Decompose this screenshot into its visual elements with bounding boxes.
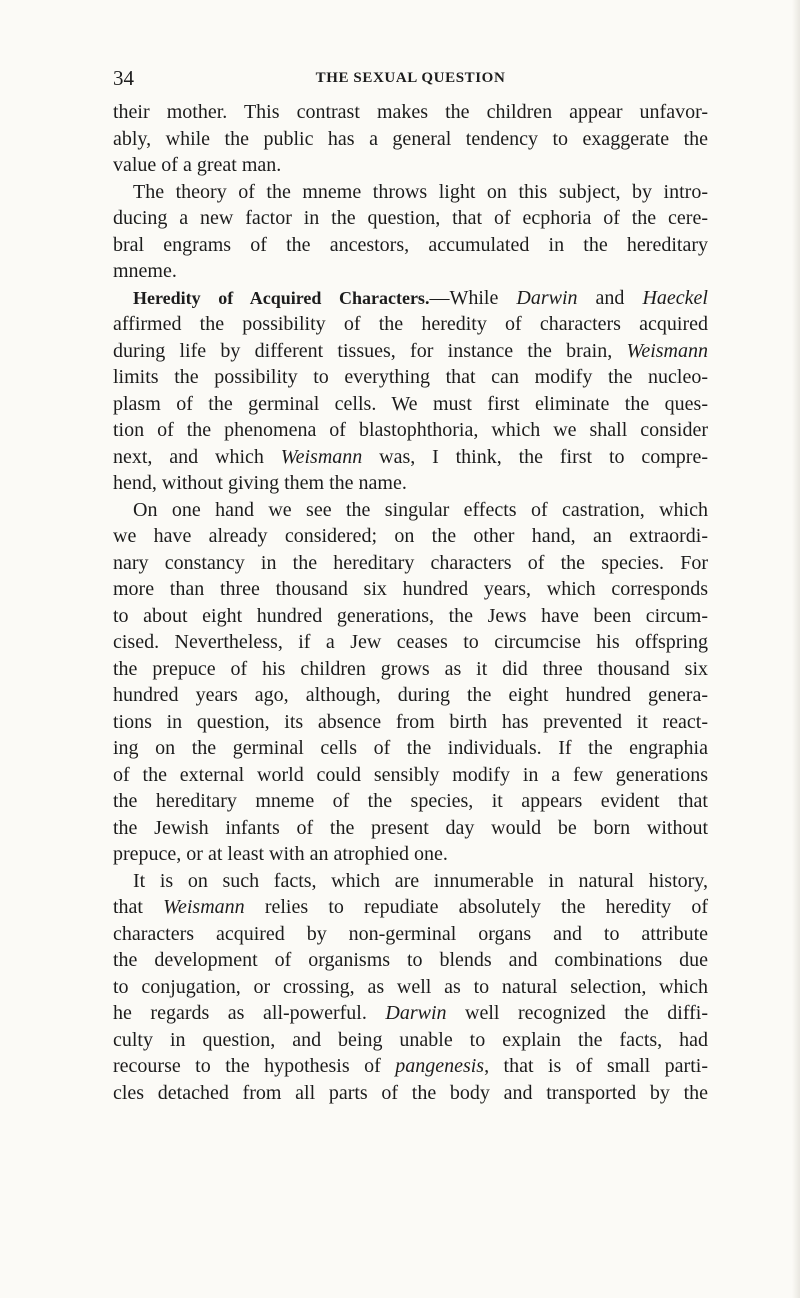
text-line: nary constancy in the hereditary characters of the species. For <box>113 551 708 574</box>
text-line: Heredity of Acquired Characters.—While Darwin and Haeckel <box>133 286 708 309</box>
paragraph <box>113 99 708 179</box>
text-line: ing on the germinal cells of the individuals. If the engraphia <box>113 737 708 759</box>
text-line: more than three thousand six hundred years, which corresponds <box>113 578 708 600</box>
text-line: the hereditary mneme of the species, it appears evident that <box>113 790 708 812</box>
text-line: culty in question, and being unable to explain the facts, had <box>113 1028 708 1051</box>
text-line: the Jewish infants of the present day would be born without <box>113 816 708 839</box>
text-line: to about eight hundred generations, the Jews have been circum- <box>113 604 708 627</box>
text-line: during life by different tissues, for instance the brain, Weismann <box>113 339 708 362</box>
text-line: their mother. This contrast makes the children appear unfavor- <box>113 101 708 123</box>
text-line: tions in question, its absence from birth has prevented it react- <box>113 710 708 733</box>
text-line: to conjugation, or crossing, as well as to natural selection, which <box>113 975 708 998</box>
text-line: cles detached from all parts of the body and transported by the <box>113 1081 708 1104</box>
author-name: Darwin <box>516 286 578 309</box>
term-pangenesis: pangenesis <box>395 1055 485 1077</box>
text-line: bral engrams of the ancestors, accumulated in the hereditary <box>113 233 708 256</box>
text-line: cised. Nevertheless, if a Jew ceases to circumcise his offspring <box>113 631 708 653</box>
author-name: Weismann <box>163 896 245 918</box>
author-name: Weismann <box>280 445 363 468</box>
page-edge-shadow <box>792 0 800 1298</box>
text-line: the development of organisms to blends and combinations due <box>113 949 708 971</box>
running-title: THE SEXUAL QUESTION <box>315 70 506 86</box>
author-name: Haeckel <box>642 286 708 309</box>
running-head <box>113 66 708 90</box>
text-line: recourse to the hypothesis of pangenesis, that is of small parti- <box>113 1055 708 1077</box>
author-name: Weismann <box>626 339 708 362</box>
text-line: The theory of the mneme throws light on this subject, by intro- <box>133 180 708 203</box>
text-line: mneme. <box>113 260 177 282</box>
paragraph <box>113 285 708 497</box>
text-line: It is on such facts, which are innumerable in natural history, <box>133 869 708 892</box>
text-line: value of a great man. <box>113 154 282 176</box>
page-number: 34 <box>113 66 134 90</box>
text-line: ducing a new factor in the question, that of ecphoria of the cere- <box>113 207 708 229</box>
text-line: tion of the phenomena of blastophthoria, which we shall consider <box>113 419 708 441</box>
paragraph <box>113 179 708 285</box>
text-line: ably, while the public has a general tendency to exaggerate the <box>113 127 708 150</box>
text-line: we have already considered; on the other hand, an extraordi- <box>113 525 708 547</box>
section-heading: Heredity of Acquired Characters. <box>133 287 430 308</box>
text-line: On one hand we see the singular effects of castration, which <box>133 498 708 521</box>
text-line: characters acquired by non-germinal organs and to attribute <box>113 922 708 945</box>
text-line: limits the possibility to everything that can modify the nucleo- <box>113 366 708 388</box>
text-line: of the external world could sensibly modify in a few generations <box>113 763 708 786</box>
text-line: affirmed the possibility of the heredity of characters acquired <box>113 313 708 335</box>
paragraph <box>113 497 708 868</box>
text-line: hundred years ago, although, during the eight hundred genera- <box>113 684 708 706</box>
text-line: next, and which Weismann was, I think, the first to compre- <box>113 445 709 468</box>
text-line: prepuce, or at least with an atrophied one. <box>113 843 448 865</box>
text-line: the prepuce of his children grows as it did three thousand six <box>113 657 708 680</box>
text-line: that Weismann relies to repudiate absolutely the heredity of <box>113 896 708 918</box>
text-line: hend, without giving them the name. <box>113 472 407 494</box>
text-line: plasm of the germinal cells. We must first eliminate the ques- <box>113 392 708 415</box>
paragraph <box>113 868 708 1107</box>
text-line: he regards as all-powerful. Darwin well recognized the diffi- <box>113 1002 708 1024</box>
author-name: Darwin <box>385 1002 447 1024</box>
body-text <box>113 99 708 1106</box>
